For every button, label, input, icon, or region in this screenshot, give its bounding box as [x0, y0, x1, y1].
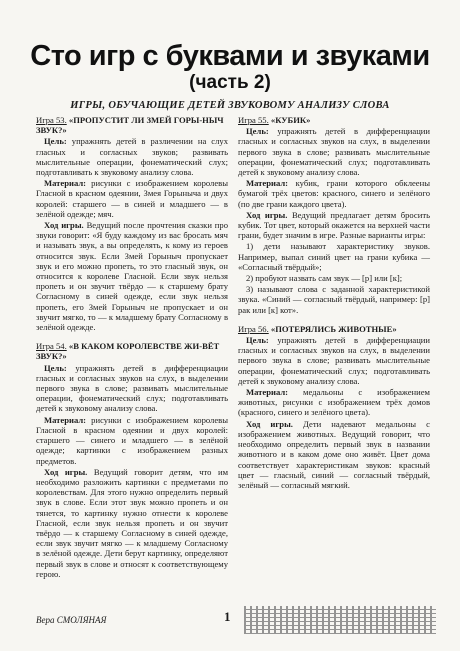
- author-name: Вера СМОЛЯНАЯ: [36, 615, 107, 625]
- game-56-heading: [238, 324, 430, 334]
- game-53-heading: [36, 115, 228, 135]
- game-name: «ПРОПУСТИТ ЛИ ЗМЕЙ ГОРЫ-НЫЧ ЗВУК?»: [36, 115, 224, 136]
- game-54-goal: Цель: упражнять детей в дифференциации гласных и согласных звуков на слух, в выделении первого звука в слове; развивать мыслительные операции, фонематический слух; подготавливать детей к звуковому анализу слова.: [36, 362, 228, 414]
- decorative-pattern: [244, 606, 436, 634]
- game-number: Игра 54.: [36, 341, 67, 352]
- game-number: Игра 56.: [238, 323, 269, 334]
- game-54-process: Ход игры. Ведущий говорит детям, что им необходимо разложить картинки с предметами по королевствам. Для этого нужно определить первый звук в слове. Если этот звук можно пропеть и он тянется, то картинку нужно отнести к королеве Гласной, если звук нельзя пропеть и он звучит твёрдо — к старшему Согласному в синей одежде, если звук звучит мягко — к младшему Согласному в зелёной одежде. Дети берут картинку, определяют первый звук в слове и относят к соответствующему герою.: [36, 466, 229, 579]
- game-55-material: Материал: кубик, грани которого обклеены бумагой трёх цветов: красного, синего и зелёного (по две грани каждого цвета).: [238, 178, 430, 209]
- article-title: Сто игр с буквами и звуками: [30, 40, 430, 72]
- game-name: «КУБИК»: [270, 115, 311, 125]
- game-56-goal: Цель: упражнять детей в дифференциации гласных и согласных звуков на слух, в выделении первого звука в слове; развивать мыслительные операции, фонематический слух; подготавливать детей к звуковому анализу слова.: [238, 335, 430, 386]
- game-55-option-2: 2) пробуют назвать сам звук — [р] или [к];: [246, 273, 403, 284]
- game-53-goal: Цель: упражнять детей в различении на слух гласных и согласных звуков; развивать мыслительные операции, фонематический слух; подготавливать к звуковому анализу слова.: [36, 136, 228, 178]
- game-54-material: Материал: рисунки с изображением королевы Гласной в красном одеянии и двух королей: старшего — синего и младшего — в зелёной одежде; картинки с изображением разных предметов.: [36, 414, 228, 466]
- game-55-heading: [238, 115, 430, 125]
- game-53-material: Материал: рисунки с изображением королевы Гласной в красном одеянии, Змея Горыныча и двух королей: старшего — в синей и младшего — в зелёной одежде; мяч.: [36, 178, 228, 219]
- section-title: ИГРЫ, ОБУЧАЮЩИЕ ДЕТЕЙ ЗВУКОВОМУ АНАЛИЗУ СЛОВА: [70, 100, 390, 111]
- game-55-process: Ход игры. Ведущий предлагает детям бросить кубик. Тот цвет, который окажется на верхней части грани, будет значим в игре. Разные варианты игры:: [238, 209, 430, 241]
- game-56-material: Материал: медальоны с изображением животных, рисунки с изображением трёх домов (красного, синего и зелёного цвета).: [238, 387, 430, 418]
- game-55-option-3: 3) называют слова с заданной характеристикой звука. «Синий — согласный твёрдый, например: [р] рак или [к] кот».: [238, 284, 430, 315]
- right-column: [238, 113, 430, 491]
- article-subtitle: (часть 2): [189, 72, 271, 93]
- page-number: 1: [224, 609, 231, 624]
- game-54-heading: [36, 341, 228, 361]
- game-53-process: Ход игры. Ведущий после прочтения сказки про звуки говорит: «Я буду каждому из вас бросать мяч и называть звук, а вы определять, к кому из героев относится звук. Если Змей Горыныч пропускает звук и его можно пропеть, то это гласный звук, он относится к королеве Гласной. Если звук нельзя пропеть и он звучит твёрдо — к старшему брату Согласному в синей одежде, если звук нельзя пропеть, его Змей Горыныч не пропускает и он звучит мягко, то — к младшему брату Согласному в зелёной одежде.: [36, 220, 228, 333]
- game-name: «ПОТЕРЯЛИСЬ ЖИВОТНЫЕ»: [270, 323, 397, 334]
- game-number: Игра 55.: [238, 115, 269, 125]
- game-55-goal: Цель: упражнять детей в дифференциации гласных и согласных звуков на слух, в выделении первого звука в слове; развивать мыслительные операции, фонематический слух; подготавливать детей к звуковому анализу слова.: [238, 126, 430, 178]
- left-column: [36, 113, 228, 580]
- game-name: «В КАКОМ КОРОЛЕВСТВЕ ЖИ-ВЁТ ЗВУК?»: [36, 341, 220, 362]
- game-number: Игра 53.: [36, 115, 67, 125]
- game-55-option-1: 1) дети называют характеристику звуков. Например, выпал синий цвет на грани кубика — «Согласный твёрдый»;: [238, 241, 430, 272]
- game-56-process: Ход игры. Дети надевают медальоны с изображением животных. Ведущий говорит, что необходимо определить первый звук в названии животного и в каком доме оно живёт. Цвет дома соответствует характеристикам звуков: красный цвет — гласный, синий — согласный твёрдый, зелёный — согласный мягкий.: [238, 418, 430, 490]
